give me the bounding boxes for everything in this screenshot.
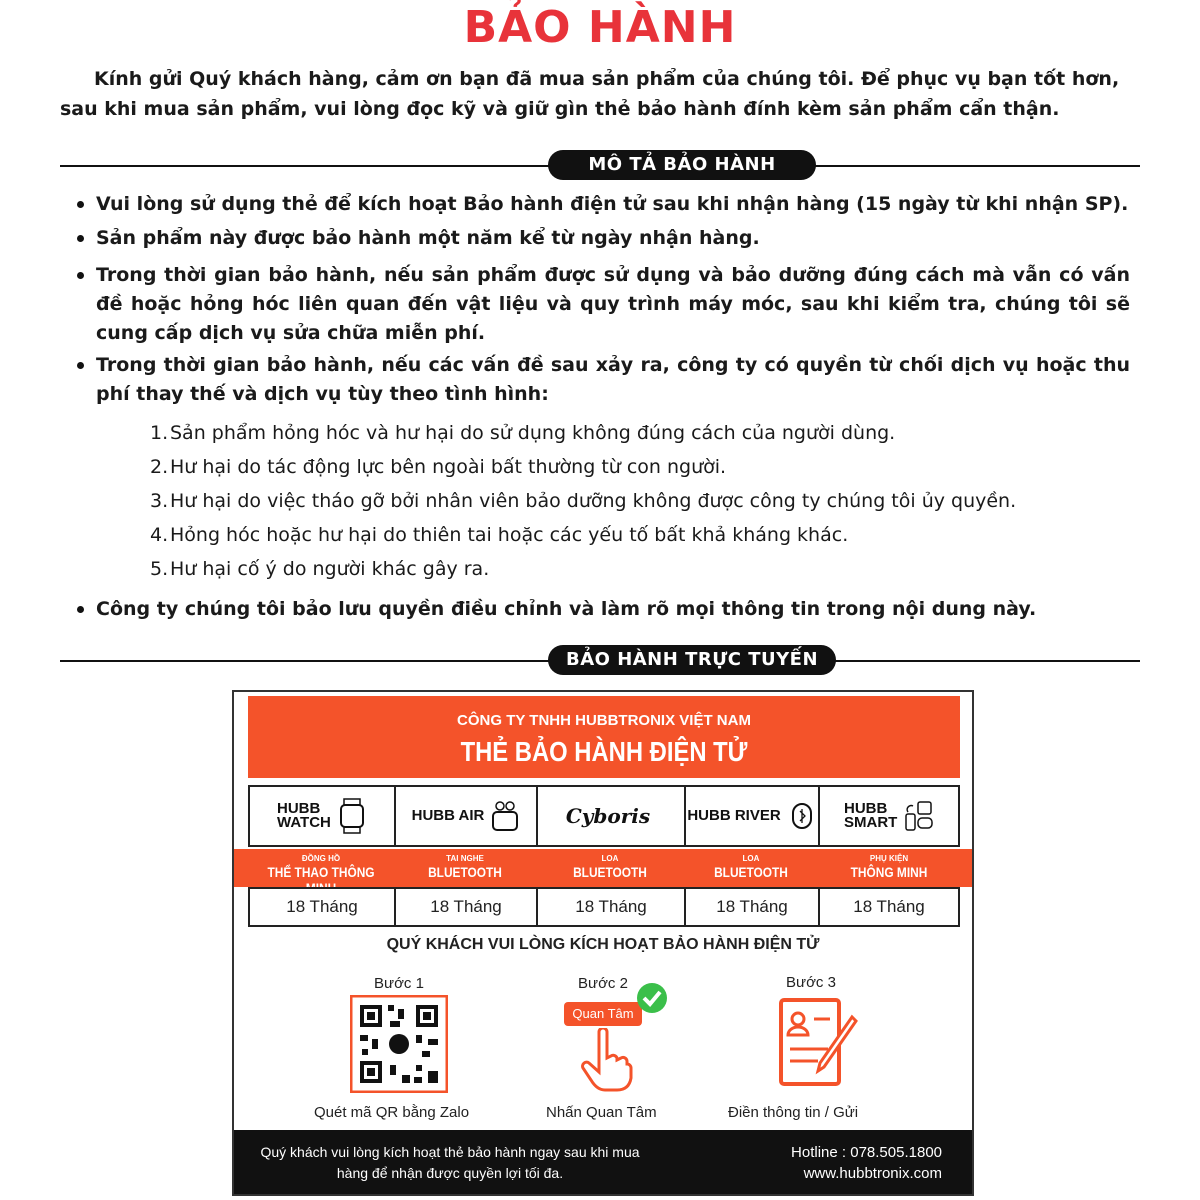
- section-label-online: BẢO HÀNH TRỰC TUYẾN: [548, 645, 836, 675]
- category-cell: LOA BLUETOOTH: [714, 854, 788, 880]
- section-label-description: MÔ TẢ BẢO HÀNH: [548, 150, 816, 180]
- bullet-item: Công ty chúng tôi bảo lưu quyền điều chỉnh và làm rõ mọi thông tin trong nội dung này.: [96, 595, 1130, 624]
- brand-hubb-air: HUBB AIR: [396, 787, 538, 845]
- brand-hubb-watch: HUBB WATCH: [250, 787, 396, 845]
- website: www.hubbtronix.com: [803, 1165, 942, 1182]
- company-name: CÔNG TY TNHH HUBBTRONIX VIỆT NAM: [457, 712, 751, 729]
- list-item: 4.Hỏng hóc hoặc hư hại do thiên tai hoặc các yếu tố bất khả kháng khác.: [150, 524, 849, 546]
- qr-code-icon: [350, 995, 448, 1093]
- page-title: BẢO HÀNH: [463, 2, 737, 53]
- list-item: 5.Hư hại cố ý do người khác gây ra.: [150, 558, 490, 580]
- follow-button-illustration: Quan Tâm: [564, 1002, 642, 1026]
- brand-hubb-river: HUBB RIVER: [686, 787, 820, 845]
- step-2-label: Bước 2: [578, 975, 628, 992]
- warranty-period: 18 Tháng: [538, 889, 686, 925]
- bullet-item: Sản phẩm này được bảo hành một năm kể từ ngày nhận hàng.: [96, 224, 1130, 253]
- hand-pointer-icon: [579, 1028, 633, 1094]
- brand-hubb-smart: HUBB SMART: [820, 787, 958, 845]
- brand-cyboris: Cyboris: [538, 787, 686, 845]
- bullet-item: Trong thời gian bảo hành, nếu các vấn đề sau xảy ra, công ty có quyền từ chối dịch vụ hoặc thu phí thay thế và dịch vụ tùy theo tình hình:: [96, 351, 1130, 409]
- card-header: [248, 696, 960, 778]
- check-icon: [636, 982, 668, 1014]
- accessories-icon: [904, 798, 934, 834]
- warranty-period: 18 Tháng: [686, 889, 820, 925]
- list-item: 3.Hư hại do việc tháo gỡ bởi nhân viên bảo dưỡng không được công ty chúng tôi ủy quyền.: [150, 490, 1017, 512]
- watch-icon: [337, 798, 367, 834]
- category-cell: LOA BLUETOOTH: [573, 854, 647, 880]
- step-2-caption: Nhấn Quan Tâm: [546, 1104, 657, 1121]
- warranty-card: [232, 690, 974, 1196]
- step-3-label: Bước 3: [786, 974, 836, 991]
- contact-info: [791, 1142, 942, 1184]
- speaker-icon: [787, 798, 817, 834]
- step-1-caption: Quét mã QR bằng Zalo: [314, 1104, 470, 1121]
- step-1-label: Bước 1: [374, 975, 424, 992]
- warranty-period: 18 Tháng: [853, 897, 925, 916]
- category-row: [234, 849, 972, 887]
- step-3-caption: Điền thông tin / Gửi: [728, 1104, 859, 1121]
- earbuds-icon: [490, 798, 520, 834]
- category-cell: TAI NGHE BLUETOOTH: [428, 854, 502, 880]
- category-cell: PHỤ KIỆN THÔNG MINH: [850, 854, 928, 880]
- intro-paragraph: Kính gửi Quý khách hàng, cảm ơn bạn đã mua sản phẩm của chúng tôi. Để phục vụ bạn tốt hơn, sau khi mua sản phẩm, vui lòng đọc kỹ và giữ gìn thẻ bảo hành đính kèm sản phẩm cẩn thận.: [60, 68, 1120, 120]
- footer-note: Quý khách vui lòng kích hoạt thẻ bảo hành ngay sau khi mua hàng để nhận được quyền lợi tối đa.: [260, 1144, 640, 1181]
- list-item: 2.Hư hại do tác động lực bên ngoài bất thường từ con người.: [150, 456, 727, 478]
- bullet-item: Trong thời gian bảo hành, nếu sản phẩm được sử dụng và bảo dưỡng đúng cách mà vẫn có vấn đề hoặc hỏng hóc liên quan đến vật liệu và quy trình máy móc, sau khi kiểm tra, chúng tôi sẽ cung cấp dịch vụ sửa chữa miễn phí.: [96, 261, 1130, 348]
- hotline: Hotline : 078.505.1800: [791, 1144, 942, 1161]
- category-cell: ĐỒNG HỒ THỂ THAO THÔNG: [267, 854, 375, 880]
- form-icon: [778, 997, 862, 1089]
- card-heading: THẺ BẢO HÀNH ĐIỆN TỬ: [460, 736, 748, 767]
- warranty-period-row: [248, 887, 960, 927]
- warranty-period: 18 Tháng: [250, 889, 396, 925]
- warranty-period: 18 Tháng: [396, 889, 538, 925]
- card-footer: [234, 1130, 972, 1194]
- brand-row: [248, 785, 960, 847]
- list-item: 1.Sản phẩm hỏng hóc và hư hại do sử dụng không đúng cách của người dùng.: [150, 422, 896, 444]
- bullet-item: Vui lòng sử dụng thẻ để kích hoạt Bảo hành điện tử sau khi nhận hàng (15 ngày từ khi nhận SP).: [96, 190, 1130, 219]
- activate-heading: QUÝ KHÁCH VUI LÒNG KÍCH HOẠT BẢO HÀNH ĐIỆN TỬ: [386, 936, 820, 953]
